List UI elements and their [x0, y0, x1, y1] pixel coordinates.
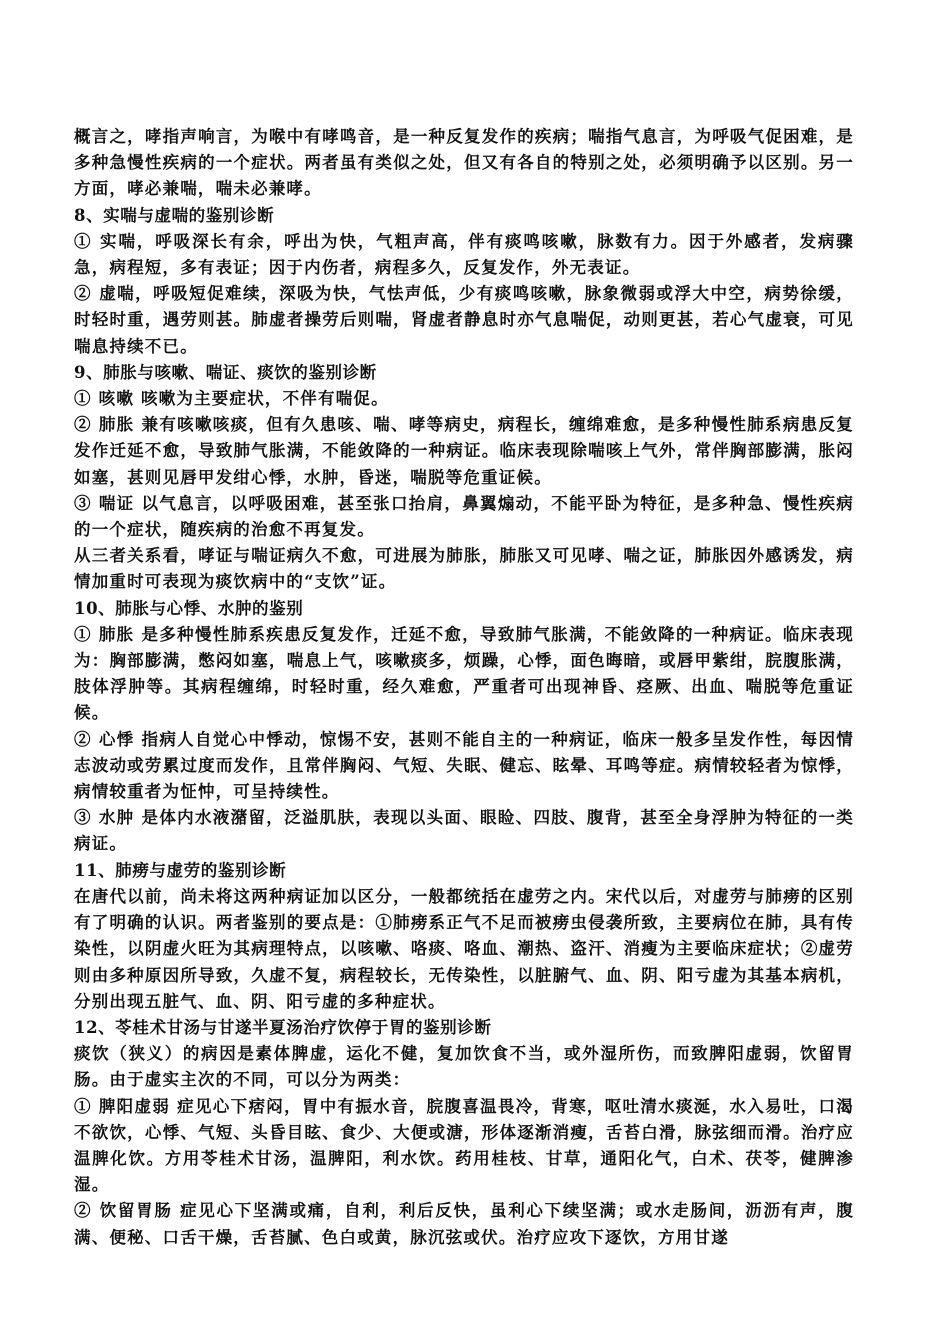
- section-11: [74, 858, 854, 1015]
- section-paragraph: ① 脾阳虚弱 症见心下痞闷，胃中有振水音，脘腹喜温畏冷，背寒，呕吐清水痰涎，水入易吐，口渴不欲饮，心悸、气短、头昏目眩、食少、大便或溏，形体逐渐消瘦，舌苔白滑，脉弦细而滑。治疗应温脾化饮。方用苓桂术甘汤，温脾阳，利水饮。药用桂枝、甘草，通阳化气，白术、茯苓，健脾渗湿。: [74, 1096, 854, 1195]
- section-paragraph: ② 心悸 指病人自觉心中悸动，惊惕不安，甚则不能自主的一种病证，临床一般多呈发作性，每因情志波动或劳累过度而发作，且常伴胸闷、气短、失眠、健忘、眩晕、耳鸣等症。病情较轻者为惊悸，病情较重者为怔忡，可呈持续性。: [74, 729, 854, 802]
- section-paragraph: ② 肺胀 兼有咳嗽咳痰，但有久患咳、喘、哮等病史，病程长，缠绵难愈，是多种慢性肺系病患反复发作迁延不愈，导致肺气胀满，不能敛降的一种病证。临床表现除喘咳上气外，常伴胸部膨满，胀闷如塞，甚则见唇甲发绀心悸，水肿，昏迷，喘脱等危重证候。: [74, 415, 854, 487]
- section-heading: 8、实喘与虚喘的鉴别诊断: [74, 205, 275, 225]
- section-heading: 9、肺胀与咳嗽、喘证、痰饮的鉴别诊断: [74, 362, 377, 382]
- section-paragraph: 痰饮（狭义）的病因是素体脾虚，运化不健，复加饮食不当，或外湿所伤，而致脾阳虚弱，饮留胃肠。由于虚实主次的不同，可以分为两类：: [74, 1044, 854, 1090]
- section-paragraph: ② 饮留胃肠 症见心下坚满或痛，自利，利后反快，虽利心下续坚满；或水走肠间，沥沥有声，腹满、便秘、口舌干燥，舌苔腻、色白或黄，脉沉弦或伏。治疗应攻下逐饮，方用甘遂: [74, 1201, 854, 1247]
- section-heading: 11、肺痨与虚劳的鉴别诊断: [74, 860, 287, 880]
- section-paragraph: ① 实喘，呼吸深长有余，呼出为快，气粗声高，伴有痰鸣咳嗽，脉数有力。因于外感者，发病骤急，病程短，多有表证；因于内伤者，病程多久，反复发作，外无表证。: [74, 231, 854, 278]
- document-page: [74, 124, 854, 1251]
- section-paragraph: ③ 喘证 以气息言，以呼吸困难，甚至张口抬肩，鼻翼煽动，不能平卧为特征，是多种急、慢性疾病的一个症状，随疾病的治愈不再复发。: [74, 493, 854, 540]
- section-12: [74, 1015, 854, 1251]
- section-heading: 10、肺胀与心悸、水肿的鉴别: [74, 598, 304, 618]
- section-paragraph: ① 肺胀 是多种慢性肺系疾患反复发作，迁延不愈，导致肺气胀满，不能敛降的一种病证。临床表现为：胸部膨满，憋闷如塞，喘息上气，咳嗽痰多，烦躁，心悸，面色晦暗，或唇甲紫绀，脘腹胀满，肢体浮肿等。其病程缠绵，时轻时重，经久难愈，严重者可出现神昏、痉厥、出血、喘脱等危重证候。: [74, 624, 854, 723]
- section-paragraph: 在唐代以前，尚未将这两种病证加以区分，一般都统括在虚劳之内。宋代以后，对虚劳与肺痨的区别有了明确的认识。两者鉴别的要点是：①肺痨系正气不足而被痨虫侵袭所致，主要病位在肺，具有传染性，以阴虚火旺为其病理特点，以咳嗽、咯痰、咯血、潮热、盗汗、消瘦为主要临床症状；②虚劳则由多种原因所导致，久虚不复，病程较长，无传染性，以脏腑气、血、阴、阳亏虚为其基本病机，分别出现五脏气、血、阴、阳亏虚的多种症状。: [74, 886, 854, 1011]
- section-paragraph: ① 咳嗽 咳嗽为主要症状，不伴有喘促。: [74, 389, 389, 409]
- intro-paragraph: 概言之，哮指声响言，为喉中有哮鸣音，是一种反复发作的疾病；喘指气息言，为呼吸气促困难，是多种急慢性疾病的一个症状。两者虽有类似之处，但又有各自的特别之处，必须明确予以区别。另一方面，哮必兼喘，喘未必兼哮。: [74, 127, 854, 199]
- section-paragraph: ③ 水肿 是体内水液潴留，泛溢肌肤，表现以头面、眼睑、四肢、腹背，甚至全身浮肿为特征的一类病证。: [74, 808, 854, 854]
- section-paragraph: ② 虚喘，呼吸短促难续，深吸为快，气怯声低，少有痰鸣咳嗽，脉象微弱或浮大中空，病势徐缓，时轻时重，遇劳则甚。肺虚者操劳后则喘，肾虚者静息时亦气息喘促，动则更甚，若心气虚衰，可见喘息持续不已。: [74, 284, 854, 356]
- section-heading: 12、苓桂术甘汤与甘遂半夏汤治疗饮停于胃的鉴别诊断: [74, 1017, 492, 1037]
- section-10: [74, 596, 854, 858]
- section-paragraph: 从三者关系看，哮证与喘证病久不愈，可进展为肺胀，肺胀又可见哮、喘之证，肺胀因外感诱发，病情加重时可表现为痰饮病中的“支饮”证。: [74, 546, 854, 592]
- section-8: [74, 203, 854, 360]
- section-9: [74, 360, 854, 596]
